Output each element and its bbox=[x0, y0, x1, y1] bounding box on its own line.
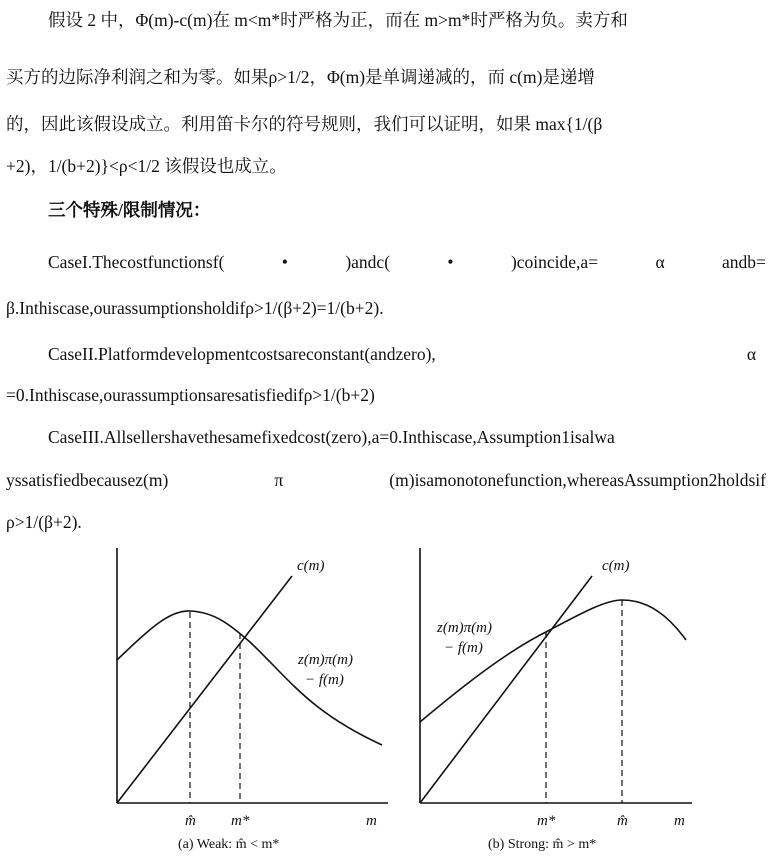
case3-line3: ρ>1/(β+2). bbox=[6, 512, 82, 532]
paragraph-line: 的，因此该假设成立。利用笛卡尔的符号规则，我们可以证明，如果 max{1/(β bbox=[6, 114, 603, 134]
case1-line2: β.Inthiscase,ourassumptionsholdifρ>1/(β+2)=1/(b+2). bbox=[6, 298, 384, 318]
paragraph-line: +2)，1/(b+2)}<ρ<1/2 该假设也成立。 bbox=[6, 156, 287, 176]
text: • bbox=[281, 252, 288, 272]
tick-label: m bbox=[366, 813, 377, 829]
text: CaseII.Platformdevelopmentcostsareconstant(andzero), bbox=[48, 344, 436, 364]
figure-caption: (b) Strong: m̂ > m* bbox=[488, 837, 597, 852]
case3-line2 bbox=[6, 469, 766, 491]
tick-label: m* bbox=[537, 813, 556, 829]
paragraph-line: 买方的边际净利润之和为零。如果ρ>1/2，Φ(m)是单调递减的，而 c(m)是递增 bbox=[6, 67, 595, 87]
figure-weak bbox=[117, 548, 388, 803]
case2-line2: =0.Inthiscase,ourassumptionsaresatisfiedifρ>1/(b+2) bbox=[6, 385, 375, 405]
cost-label: c(m) bbox=[297, 558, 325, 574]
section-heading: 三个特殊/限制情况： bbox=[48, 200, 211, 220]
text: • bbox=[447, 252, 454, 272]
text: )coincide,a= bbox=[510, 252, 599, 272]
figures bbox=[0, 540, 774, 858]
cost-line bbox=[117, 576, 292, 803]
text: π bbox=[274, 470, 284, 490]
text: CaseI.Thecostfunctionsf( bbox=[48, 252, 225, 272]
cost-line bbox=[420, 576, 592, 803]
tick-label: m* bbox=[231, 813, 250, 829]
profit-label: z(m)π(m) bbox=[298, 652, 353, 668]
paragraph-line: 假设 2 中，Φ(m)-c(m)在 m<m*时严格为正，而在 m>m*时严格为负。卖方和 bbox=[48, 10, 628, 30]
text: α bbox=[746, 344, 756, 364]
text: yssatisfiedbecausez(m) bbox=[6, 470, 169, 490]
text: α bbox=[655, 252, 665, 272]
profit-label: z(m)π(m) bbox=[437, 620, 492, 636]
figure-caption: (a) Weak: m̂ < m* bbox=[178, 837, 280, 852]
profit-label: − f(m) bbox=[305, 672, 344, 688]
tick-label: m̂ bbox=[185, 813, 196, 829]
case1-line1 bbox=[48, 251, 766, 273]
tick-label: m̂ bbox=[617, 813, 628, 829]
text: andb= bbox=[722, 252, 766, 272]
case3-line1: CaseIII.Allsellershavethesamefixedcost(zero),a=0.Inthiscase,Assumption1isalwa bbox=[48, 427, 615, 447]
text: (m)isamonotonefunction,whereasAssumption2holdsif bbox=[389, 470, 766, 490]
profit-label: − f(m) bbox=[444, 640, 483, 656]
case2-line1 bbox=[48, 343, 756, 365]
tick-label: m bbox=[674, 813, 685, 829]
cost-label: c(m) bbox=[602, 558, 630, 574]
text: )andc( bbox=[345, 252, 391, 272]
profit-curve bbox=[420, 600, 686, 722]
figure-strong bbox=[420, 548, 692, 803]
